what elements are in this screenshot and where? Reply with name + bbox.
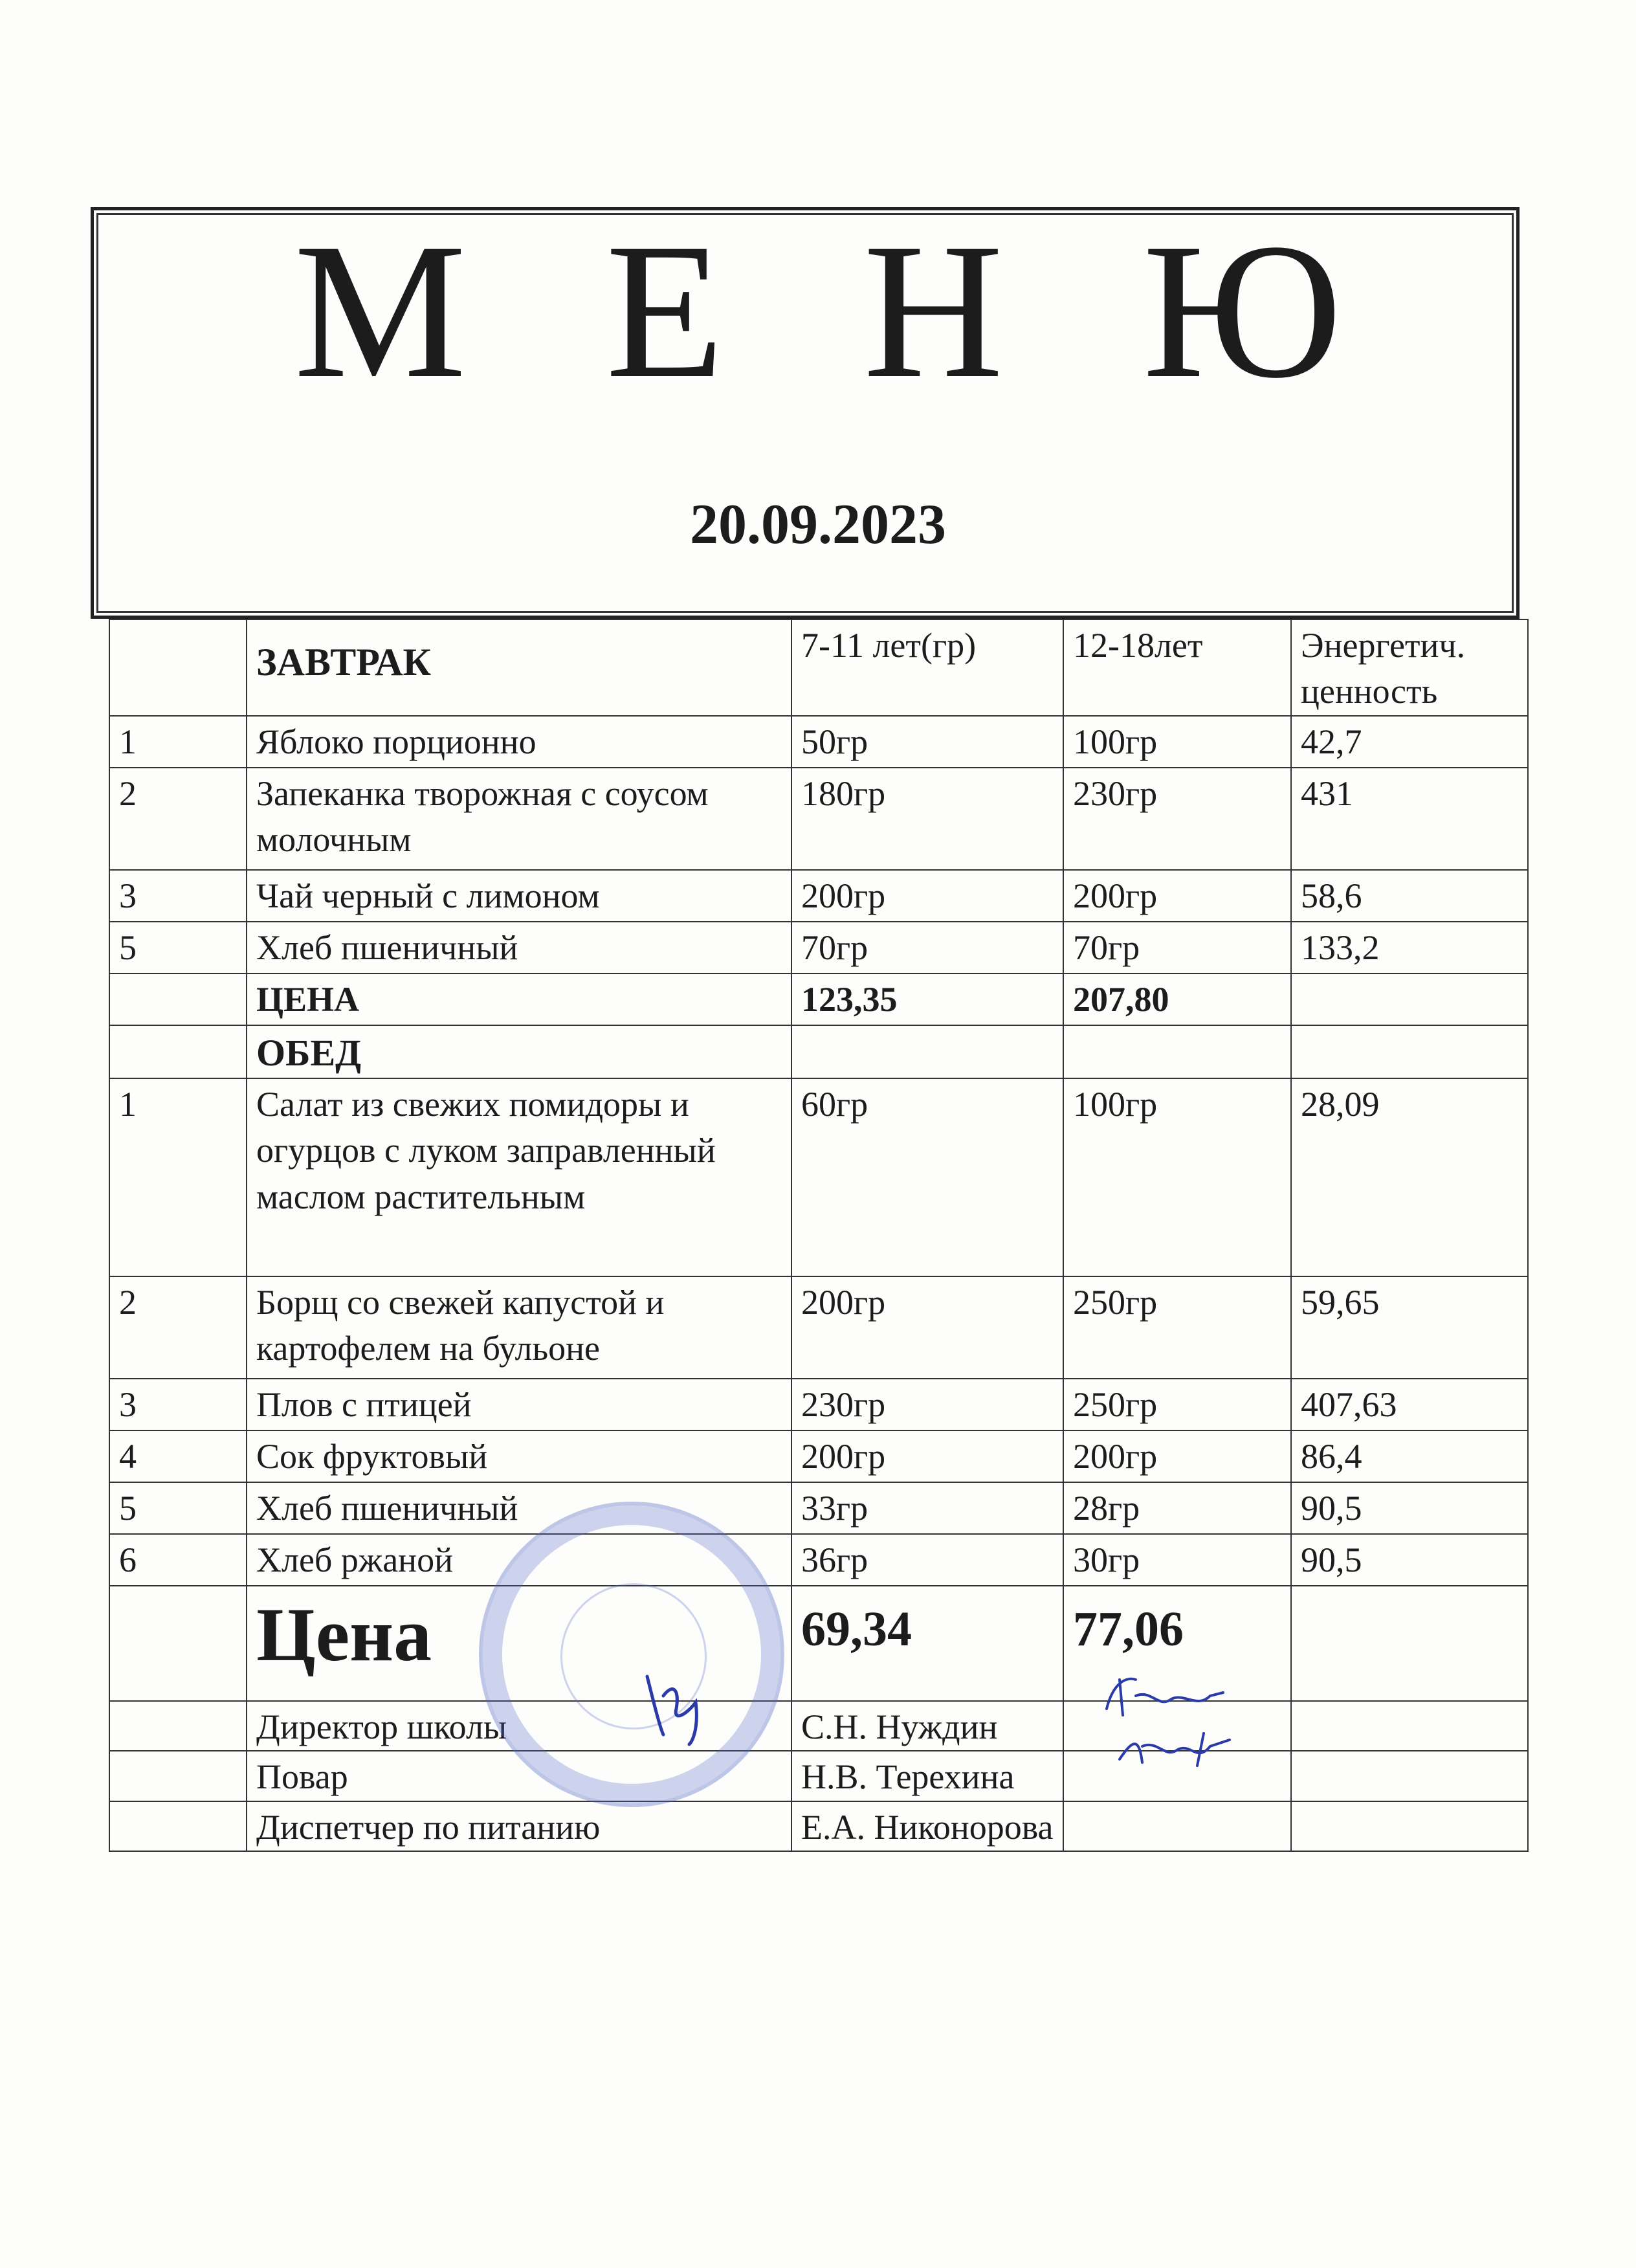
dish-name: Запеканка творожная с соусом молочным [247,768,791,870]
empty-cell [109,1801,247,1851]
official-stamp [479,1502,784,1807]
breakfast-header-row [109,619,1528,716]
breakfast-price-row [109,973,1528,1025]
signature-row [109,1801,1528,1851]
breakfast-price-12-18: 207,80 [1063,973,1291,1025]
dish-name: Борщ со свежей капустой и картофелем на бульоне [247,1276,791,1379]
signature-row [109,1751,1528,1801]
signature-row [109,1701,1528,1751]
page-title: М Е Н Ю [294,203,1387,418]
table-row [109,1379,1528,1430]
dish-name: Салат из свежих помидоры и огурцов с луком заправленный маслом растительным [247,1078,791,1276]
energy-value: 59,65 [1291,1276,1528,1379]
dish-name: Чай черный с лимоном [247,870,791,922]
portion-7-11: 200гр [791,870,1063,922]
energy-value: 431 [1291,768,1528,870]
row-num: 2 [109,1276,247,1379]
row-num: 2 [109,768,247,870]
breakfast-section-label: ЗАВТРАК [247,619,791,716]
portion-12-18: 100гр [1063,1078,1291,1276]
row-num: 1 [109,1078,247,1276]
row-num: 3 [109,870,247,922]
empty-cell [109,1025,247,1079]
portion-12-18: 70гр [1063,922,1291,973]
table-row [109,1534,1528,1586]
portion-7-11: 50гр [791,716,1063,768]
empty-cell [1291,1801,1528,1851]
portion-7-11: 200гр [791,1430,1063,1482]
header-num-cell [109,619,247,716]
empty-cell [1291,1586,1528,1701]
energy-value: 58,6 [1291,870,1528,922]
dish-name: Яблоко порционно [247,716,791,768]
dish-name: Хлеб ржаной [247,1534,791,1586]
row-num: 1 [109,716,247,768]
portion-12-18: 30гр [1063,1534,1291,1586]
empty-cell [1063,1025,1291,1079]
lunch-header-row [109,1025,1528,1079]
energy-value: 28,09 [1291,1078,1528,1276]
portion-12-18: 250гр [1063,1276,1291,1379]
empty-cell [1291,973,1528,1025]
portion-12-18: 230гр [1063,768,1291,870]
table-row [109,922,1528,973]
row-num: 5 [109,922,247,973]
row-num: 5 [109,1482,247,1534]
portion-7-11: 33гр [791,1482,1063,1534]
portion-7-11: 230гр [791,1379,1063,1430]
row-num: 3 [109,1379,247,1430]
breakfast-price-7-11: 123,35 [791,973,1063,1025]
portion-12-18: 250гр [1063,1379,1291,1430]
table-row [109,870,1528,922]
portion-12-18: 200гр [1063,870,1291,922]
energy-value: 42,7 [1291,716,1528,768]
lunch-price-12-18: 77,06 [1063,1586,1291,1701]
empty-cell [1291,1751,1528,1801]
energy-value: 86,4 [1291,1430,1528,1482]
signature-cell [1063,1801,1291,1851]
col-age-12-18: 12-18лет [1063,619,1291,716]
empty-cell [109,1701,247,1751]
director-signature [634,1657,725,1748]
lunch-section-label: ОБЕД [247,1025,791,1079]
energy-value: 90,5 [1291,1482,1528,1534]
portion-7-11: 180гр [791,768,1063,870]
portion-12-18: 100гр [1063,716,1291,768]
menu-table [109,619,1529,1852]
signature-role: Повар [247,1751,791,1801]
table-row [109,716,1528,768]
empty-cell [109,1751,247,1801]
empty-cell [1291,1701,1528,1751]
portion-7-11: 36гр [791,1534,1063,1586]
dish-name: Хлеб пшеничный [247,922,791,973]
signature-person: Е.А. Никонорова [791,1801,1063,1851]
empty-cell [1291,1025,1528,1079]
breakfast-price-label: ЦЕНА [247,973,791,1025]
lunch-price-label: Цена [247,1586,791,1701]
portion-7-11: 60гр [791,1078,1063,1276]
lunch-price-row [109,1586,1528,1701]
dish-name: Хлеб пшеничный [247,1482,791,1534]
portion-12-18: 28гр [1063,1482,1291,1534]
energy-value: 407,63 [1291,1379,1528,1430]
table-row [109,768,1528,870]
lunch-price-7-11: 69,34 [791,1586,1063,1701]
table-row [109,1430,1528,1482]
cook-signature [1100,1670,1230,1728]
signature-role: Диспетчер по питанию [247,1801,791,1851]
dish-name: Сок фруктовый [247,1430,791,1482]
portion-12-18: 200гр [1063,1430,1291,1482]
table-row [109,1078,1528,1276]
table-row [109,1276,1528,1379]
empty-cell [791,1025,1063,1079]
empty-cell [109,1586,247,1701]
signature-role: Директор школы [247,1701,791,1751]
signature-person: С.Н. Нуждин [791,1701,1063,1751]
energy-value: 90,5 [1291,1534,1528,1586]
col-age-7-11: 7-11 лет(гр) [791,619,1063,716]
dispatcher-signature [1113,1727,1236,1772]
col-energy: Энергетич. ценность [1291,619,1528,716]
table-row [109,1482,1528,1534]
signature-person: Н.В. Терехина [791,1751,1063,1801]
dish-name: Плов с птицей [247,1379,791,1430]
menu-date: 20.09.2023 [690,493,946,556]
portion-7-11: 200гр [791,1276,1063,1379]
row-num: 4 [109,1430,247,1482]
energy-value: 133,2 [1291,922,1528,973]
empty-cell [109,973,247,1025]
portion-7-11: 70гр [791,922,1063,973]
row-num: 6 [109,1534,247,1586]
